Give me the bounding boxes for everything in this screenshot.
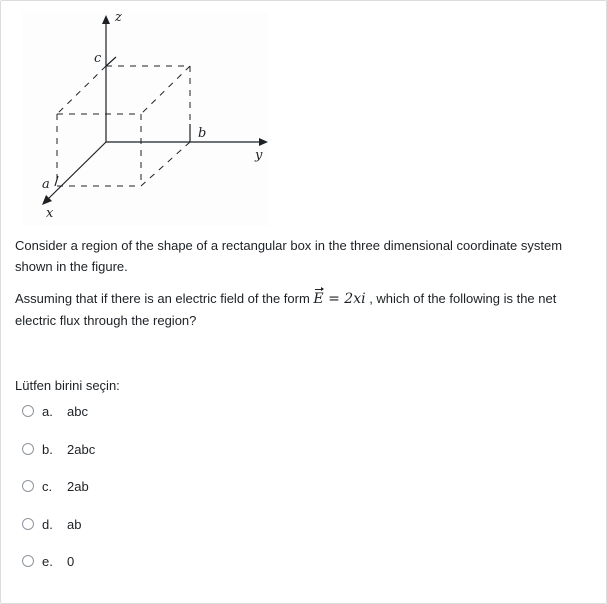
a-label: a (42, 177, 50, 192)
answer-letter: b. (42, 441, 53, 457)
c-tick (106, 57, 116, 66)
answer-option-d[interactable] (22, 513, 81, 535)
b-label: b (198, 126, 207, 141)
answer-text: ab (67, 516, 82, 532)
y-arrowhead (259, 138, 268, 146)
x-axis-label: x (46, 206, 54, 221)
answer-letter: d. (42, 516, 53, 532)
question-text-1: Consider a region of the shape of a rectangular box in the three dimensional coordinate system shown in the figure. (15, 238, 563, 274)
answer-text: abc (67, 403, 88, 419)
answer-option-e[interactable] (22, 550, 74, 572)
radio-button[interactable] (22, 518, 34, 530)
question-text-2 (15, 288, 590, 331)
radio-button[interactable] (22, 480, 34, 492)
question-text-2-start: Assuming that if there is an electric field of the form (15, 291, 314, 306)
c-label: c (94, 51, 102, 66)
radio-button[interactable] (22, 405, 34, 417)
coordinate-box-figure (22, 12, 268, 226)
edge-top-left (57, 66, 106, 114)
answer-text: 0 (67, 553, 75, 569)
x-axis (47, 142, 106, 200)
z-arrowhead (102, 15, 110, 24)
z-axis-label: z (115, 12, 122, 25)
edge-bottom-right (141, 142, 190, 186)
answer-option-c[interactable] (22, 475, 89, 497)
answer-option-b[interactable] (22, 438, 95, 460)
edge-top-right (141, 66, 190, 114)
box-diagram (22, 12, 268, 226)
y-axis-label: y (255, 148, 263, 163)
answer-text: 2ab (67, 478, 89, 494)
answer-letter: c. (42, 478, 53, 494)
answer-letter: e. (42, 553, 53, 569)
answer-text: 2abc (67, 441, 96, 457)
answer-letter: a. (42, 403, 53, 419)
question-text-2-end: , which of the following is the net electric flux through the region? (15, 291, 557, 328)
choose-one-prompt: Lütfen birini seçin: (15, 378, 120, 393)
answer-option-a[interactable] (22, 400, 88, 422)
field-vector-symbol: E (313, 289, 323, 310)
radio-button[interactable] (22, 443, 34, 455)
field-expression: 2xi (344, 291, 366, 307)
equals-sign: = (323, 291, 345, 307)
radio-button[interactable] (22, 555, 34, 567)
field-formula (313, 291, 365, 307)
